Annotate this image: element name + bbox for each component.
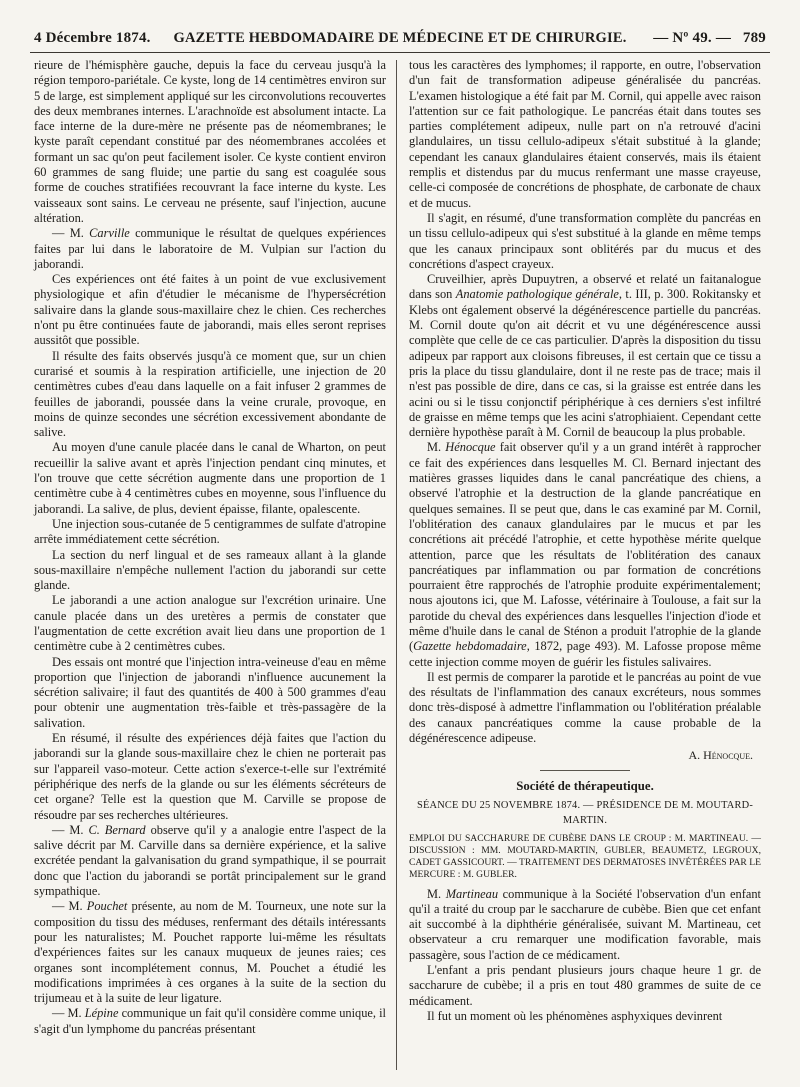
speaker-name: Lépine	[84, 1006, 119, 1021]
paragraph: Il résulte des faits observés jusqu'à ce moment que, sur un chien curarisé et soumis à la respiration artificielle, une injection de 20 centimètres cubes d'eau dans laquelle on a fait infuser 2 grammes de feuilles de jaborandi, poussée dans la veine crurale, provoque, en moins de quinze secondes une sécrétion excessivement abondante de salive.	[34, 348, 386, 440]
paragraph: Il est permis de comparer la parotide et le pancréas au point de vue des résultats de l'inflammation des canaux excréteurs, nous sommes donc très-disposé à admettre l'inflammation ou l'oblitération préalable des canaux pancréatiques comme la cause probable de la dégénérescence adipeuse.	[409, 669, 761, 746]
paragraph: Il s'agit, en résumé, d'une transformation complète du pancréas en un tissu cellulo-adipeux qui s'est substitué à la glande en même temps que les canaux principaux sont oblitérés par du mucus et des concrétions d'aspect crayeux.	[409, 210, 761, 271]
paragraph-text: communique à la Société l'observation d'un enfant qu'il a traité du croup par le saccharure de cubèbe. Bien que cet enfant ait succombé à la diphthérie généralisée, suivant M. Martineau, cet observateur a cru remarquer une modification favorable, mais passagère, sous l'action de ce médicament.	[409, 886, 761, 962]
journal-title: GAZETTE HEBDOMADAIRE DE MÉDECINE ET DE CHIRURGIE.	[173, 30, 627, 46]
paragraph: tous les caractères des lymphomes; il rapporte, en outre, l'observation d'un fait de transformation adipeuse généralisée du pancréas. L'examen histologique a été fait par M. Cornil, qui appelle avec raison l'attention sur ce fait pathologique. Le pancréas était dans toutes ses parties complétement adipeux, nulle part on n'a retrouvé d'acini glandulaires, un tissu cellulo-adipeux s'était substitué à la glande; cependant les canaux glandulaires étaient conservés, mais ils étaient remplis et distendus par du mucus renfermant une masse crayeuse, celle-ci composée de concrétions de phosphate, de carbonate de chaux et de mucus.	[409, 58, 761, 210]
prefix: — M.	[52, 1006, 82, 1021]
speaker-name: Pouchet	[86, 899, 128, 914]
book-title: Anatomie pathologique générale	[455, 287, 619, 302]
paragraph: Le jaborandi a une action analogue sur l'excrétion urinaire. Une canule placée dans un des uretères a permis de constater que l'augmentation de cette excrétion avait lieu dans une proportion de 1 centimètre cube à 2 centimètres cubes.	[34, 593, 386, 654]
issue-and-page	[646, 30, 766, 47]
paragraph: Ces expériences ont été faites à un point de vue exclusivement physiologique et afin d'étudier le mécanisme de l'hypersécrétion salivaire dans la glande sous-maxillaire chez le chien. Ces recherches n'ont pu être continuées faute de jaborandi, mais elles seront reprises aussitôt que possible.	[34, 272, 386, 348]
paragraph-text: fait observer qu'il y a un grand intérêt à rapprocher ce fait des expériences dans lesquelles M. Cl. Bernard injectant des matières grasses liquides dans le canal pancréatique des chiens, a observé l'atrophie et la destruction de la glande pancréatique en quelques semaines. Il se peut que, dans le cas examiné par M. Cornil, l'oblitération des canaux glandulaires par le mucus et par les concrétions ait précédé l'atrophie, et cette hypothèse mérite quelque attention, parce que les résultats de l'oblitération des canaux pancréatiques par inflammation ou par formation de concrétions pourraient être rapprochés de l'atrophie produite expérimentalement; nous ajoutons ici, que M. Lafosse, vétérinaire à Toulouse, a fait sur la parotide du cheval des expériences dans lesquelles l'injection d'iode et même d'huile dans le canal de Sténon a produit l'atrophie de la glande (	[409, 440, 761, 654]
paragraph-text: communique un fait qu'il considère comme unique, il s'agit d'un lymphome du pancréas présentant	[34, 1006, 387, 1036]
page-number: 789	[742, 30, 766, 46]
speaker-name: Martineau	[445, 886, 499, 901]
paragraph: En résumé, il résulte des expériences déjà faites que l'action du jaborandi sur la glande sous-maxillaire chez le chien ne porterait pas sur l'appareil vaso-moteur. Cette action s'exerce-t-elle sur l'extrémité périphérique des nerfs de la glande ou sur les éléments sécréteurs de cet organe? Telle est la question que M. Carville se propose de résoudre par ses recherches ultérieures.	[34, 731, 386, 822]
paragraph-text: , t. III, p. 300. Rokitansky et Klebs ont également observé la dégénérescence partielle du pancréas. M. Cornil doute qu'on ait décrit et vu une dégénérescence aussi complète que celle de ce cas particulier. D'après la disposition du tissu adipeux par rapport aux cloisons fibreuses, il est certain que ce tissu a pris la place du tissu glandulaire, dont il ne reste pas de trace; mais il n'est pas possible de dire, dans ce cas, si la graisse est entrée dans les acini ou si le tissu conjonctif périphérique à ces derniers s'est infiltré de graisse en même temps que les acini s'atrophiaient. Cependant cette dernière hypothèse paraît à M. Cornil de beaucoup la plus probable.	[409, 287, 761, 440]
prefix: — M.	[52, 822, 84, 837]
speaker-name: Hénocque	[445, 440, 496, 455]
paragraph: Des essais ont montré que l'injection intra-veineuse d'eau en même proportion que l'injection de jaborandi n'influence aucunement la sécrétion salivaire; il faut des quantités de 400 à 500 grammes d'eau pour obtenir une augmentation très-faible et très-passagère de la salivation.	[34, 654, 386, 730]
paragraph-text: Cruveilhier, après Dupuytren, a observé et relaté un faitanalogue dans son	[409, 272, 761, 302]
session-line: SÉANCE DU 25 NOVEMBRE 1874. — PRÉSIDENCE DE M. MOUTARD-MARTIN.	[416, 799, 754, 827]
paragraph	[34, 899, 386, 1006]
issue-date: 4 Décembre 1874.	[34, 30, 151, 46]
paragraph: L'enfant a pris pendant plusieurs jours chaque heure 1 gr. de saccharure de cubèbe; il a pris en tout 480 grammes de suite de ce médicament.	[409, 963, 761, 1008]
paragraph	[409, 887, 761, 963]
left-column	[34, 58, 386, 1037]
paragraph: Il fut un moment où les phénomènes asphyxiques devinrent	[427, 1008, 723, 1023]
right-column	[409, 58, 761, 1024]
prefix: M.	[427, 886, 442, 901]
header-rule	[30, 52, 770, 53]
paragraph	[409, 272, 761, 440]
paragraph	[409, 440, 761, 669]
paragraph: rieure de l'hémisphère gauche, depuis la face du cerveau jusqu'à la région temporo-pariétale. Ce kyste, long de 14 centimètres environ sur 5 de large, est simplement appliqué sur les circonvolutions recouvertes des deux membranes internes. L'arachnoïde est absolument intacte. La face interne de la dure-mère ne présente pas de néomembranes; le kyste paraît cependant constitué par des néomembranes accolées et formant un sac qu'on peut facilement isoler. Ce kyste contient environ 60 grammes de sang fluide; une partie du sang est coagulée sous forme de couches stratifiées recouvrant la face interne du kyste. Les vaisseaux sont sains. Le cerveau ne présente, sauf l'injection, aucune altération.	[34, 58, 386, 225]
paragraph: Au moyen d'une canule placée dans le canal de Wharton, on peut recueillir la salive avant et après l'injection pendant cinq minutes, et l'on trouve que cette sécrétion augmente dans une proportion de 1 centimètre cube à 4 centimètres cubes en moyenne, sous l'influence du jaborandi. La salive, de plus, devient épaisse, filante, opalescente.	[34, 440, 386, 516]
section-title: Société de thérapeutique.	[516, 778, 654, 793]
prefix: M.	[427, 440, 442, 455]
paragraph	[34, 823, 386, 899]
paragraph-text: présente, au nom de M. Tourneux, une note sur la composition du tissu des méduses, renfermant des détails intéressants pour les naturalistes; M. Pouchet rapporte lui-même les résultats d'expériences faites sur les canaux muqueux de jeunes raies; ces organes sont incomplétement connus, M. Pouchet a étudié les modifications imprimées à ces organes à la suite de la section du trijumeau et à la suite de leur ligature.	[34, 899, 386, 1006]
issue-number: — Nº 49. —	[653, 30, 732, 46]
paragraph	[34, 226, 386, 272]
column-divider	[396, 60, 397, 1070]
section-rule	[540, 770, 630, 771]
paragraph-text: communique le résultat de quelques expériences faites par lui dans le laboratoire de M. Vulpian sur l'action du jaborandi.	[34, 226, 386, 271]
author-signature: A. Hénocque.	[688, 748, 753, 763]
paragraph: Une injection sous-cutanée de 5 centigrammes de sulfate d'atropine arrête immédiatement cette sécrétion.	[34, 516, 386, 547]
prefix: — M.	[52, 226, 84, 241]
prefix: — M.	[52, 899, 83, 914]
paragraph-text: , 1872, page 493). M. Lafosse propose même cette injection comme moyen de guérir les fistules salivaires.	[409, 639, 761, 669]
journal-reference: Gazette hebdomadaire	[413, 639, 527, 654]
session-summary: EMPLOI DU SACCHARURE DE CUBÈBE DANS LE CROUP : M. MARTINEAU. — DISCUSSION : MM. MOUTARD-MARTIN, GUBLER, BEAUMETZ, LEGROUX, CADET GASSICOURT. — TRAITEMENT DES DERMATOSES INVÉTÉRÉES PAR LE MERCURE : M. GUBLER.	[409, 832, 761, 880]
paragraph	[34, 1006, 386, 1037]
paragraph: La section du nerf lingual et de ses rameaux allant à la glande sous-maxillaire n'empêche nullement l'action du jaborandi sur cette glande.	[34, 547, 386, 593]
speaker-name: C. Bernard	[88, 822, 146, 837]
page-header	[34, 30, 766, 50]
speaker-name: Carville	[89, 226, 130, 241]
paragraph-text: observe qu'il y a analogie entre l'aspect de la salive décrit par M. Carville dans sa dernière expérience, et la salive excrétée pendant la galvanisation du grand sympathique, il se pourrait donc que l'action du jaborandi se portât principalement sur le grand sympathique.	[34, 822, 386, 899]
